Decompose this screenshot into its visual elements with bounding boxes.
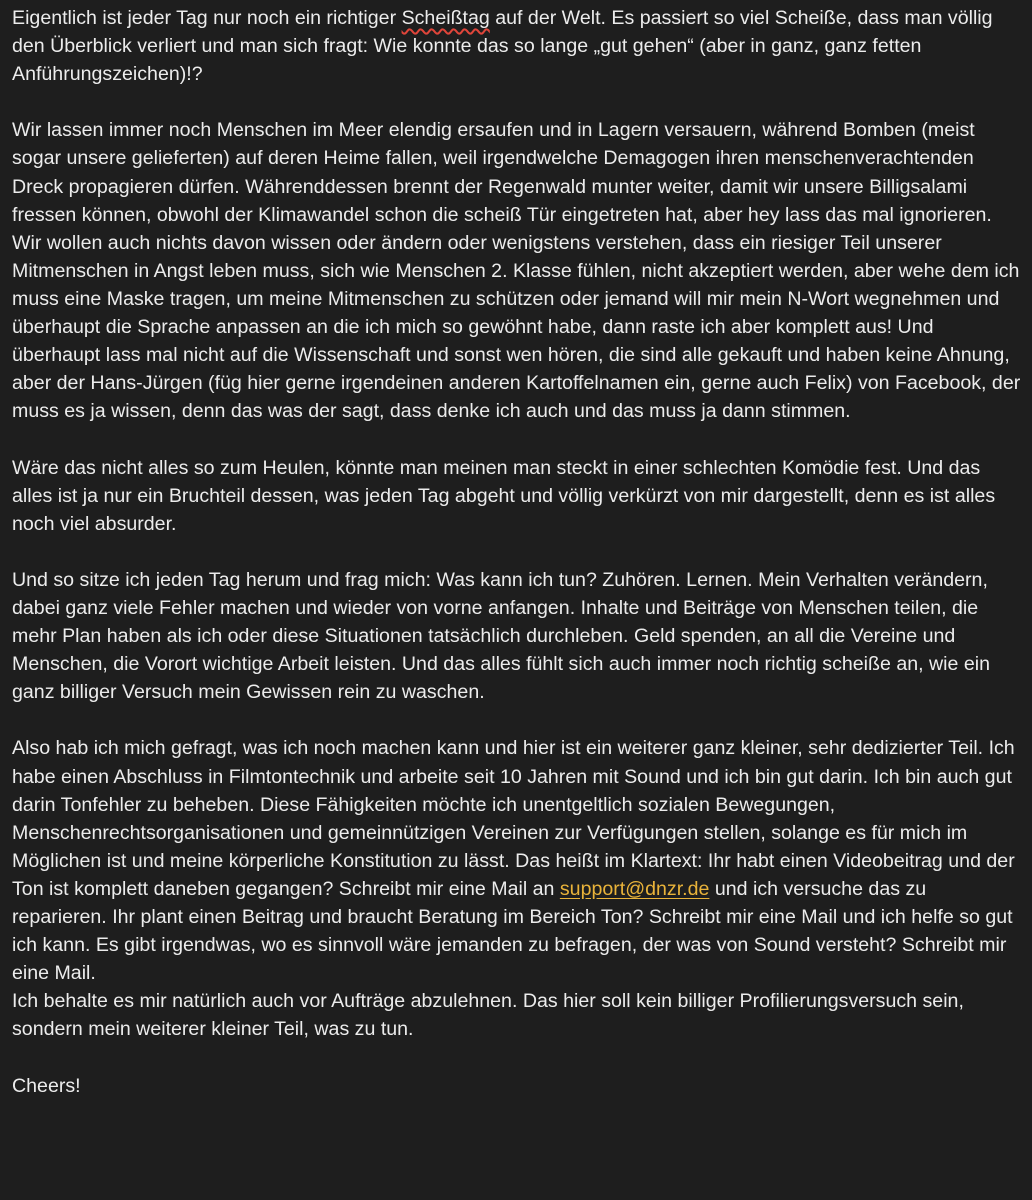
paragraph-6: Ich behalte es mir natürlich auch vor Aufträge abzulehnen. Das hier soll kein billiger Profilierungsversuch sein, sondern mein weiterer kleiner Teil, was zu tun. xyxy=(12,990,964,1041)
support-email-link[interactable]: support@dnzr.de xyxy=(559,877,710,900)
paragraph-7-signoff: Cheers! xyxy=(12,1074,81,1097)
paragraph-1 xyxy=(12,4,1024,88)
spellcheck-flagged-word[interactable]: Scheißtag xyxy=(401,7,490,29)
paragraph-5-text-end: und ich versuche das zu reparieren. Ihr plant einen Beitrag und braucht Beratung im Bereich Ton? Schreibt mir eine Mail und ich helfe so gut ich kann. Es gibt irgendwas, wo es sinnvoll wäre jemanden zu befragen, der was von Sound versteht? Schreibt mir eine Mail. xyxy=(12,877,1013,985)
paragraph-2: Wir lassen immer noch Menschen im Meer elendig ersaufen und in Lagern versauern, während Bomben (meist sogar unsere gelieferten) auf deren Heime fallen, weil irgendwelche Demagogen ihren menschenverachtenden Dreck propagieren dürfen. Währenddessen brennt der Regenwald munter weiter, damit wir unsere Billigsalami fressen können, obwohl der Klimawandel schon die scheiß Tür eingetreten hat, aber hey lass das mal ignorieren. Wir wollen auch nichts davon wissen oder ändern oder wenigstens verstehen, dass ein riesiger Teil unserer Mitmenschen in Angst leben muss, sich wie Menschen 2. Klasse fühlen, nicht akzeptiert werden, aber wehe dem ich muss eine Maske tragen, um meine Mitmenschen zu schützen oder jemand will mir mein N-Wort wegnehmen und überhaupt die Sprache anpassen an die ich mich so gewöhnt habe, dann raste ich aber komplett aus! Und überhaupt lass mal nicht auf die Wissenschaft und sonst wen hören, die sind alle gekauft und haben keine Ahnung, aber der Hans-Jürgen (füg hier gerne irgendeinen anderen Kartoffelnamen ein, gerne auch Felix) von Facebook, der muss es ja wissen, denn das was der sagt, dass denke ich auch und das muss ja dann stimmen. xyxy=(12,119,1021,423)
paragraph-1-text-end: auf der Welt. Es passiert so viel Scheiße, dass man völlig den Überblick verliert und man sich fragt: Wie konnte das so lange „gut gehen“ (aber in ganz, ganz fetten Anführungszeichen)!? xyxy=(12,7,993,86)
paragraph-4: Und so sitze ich jeden Tag herum und frag mich: Was kann ich tun? Zuhören. Lernen. Mein Verhalten verändern, dabei ganz viele Fehler machen und wieder von vorne anfangen. Inhalte und Beiträge von Menschen teilen, die mehr Plan haben als ich oder diese Situationen tatsächlich durchleben. Geld spenden, an all die Vereine und Menschen, die Vorort wichtige Arbeit leisten. Und das alles fühlt sich auch immer noch richtig scheiße an, wie ein ganz billiger Versuch mein Gewissen rein zu waschen. xyxy=(12,568,990,704)
paragraph-3: Wäre das nicht alles so zum Heulen, könnte man meinen man steckt in einer schlechten Komödie fest. Und das alles ist ja nur ein Bruchteil dessen, was jeden Tag abgeht und völlig verkürzt von mir dargestellt, denn es ist alles noch viel absurder. xyxy=(12,456,996,535)
paragraph-1-text-start: Eigentlich ist jeder Tag nur noch ein richtiger xyxy=(12,7,402,29)
paragraph-5-text-start: Also hab ich mich gefragt, was ich noch machen kann und hier ist ein weiterer ganz kleiner, sehr dedizierter Teil. Ich habe einen Abschluss in Filmtontechnik und arbeite seit 10 Jahren mit Sound und ich bin gut darin. Ich bin auch gut darin Tonfehler zu beheben. Diese Fähigkeiten möchte ich unentgeltlich sozialen Bewegungen, Menschenrechtsorganisationen und gemeinnützigen Vereinen zur Verfügungen stellen, solange es für mich im Möglichen ist und meine körperliche Konstitution zu lässt. Das heißt im Klartext: Ihr habt einen Videobeitrag und der Ton ist komplett daneben gegangen? Schreibt mir eine Mail an xyxy=(12,737,1015,900)
paragraph-5 xyxy=(12,734,1024,987)
